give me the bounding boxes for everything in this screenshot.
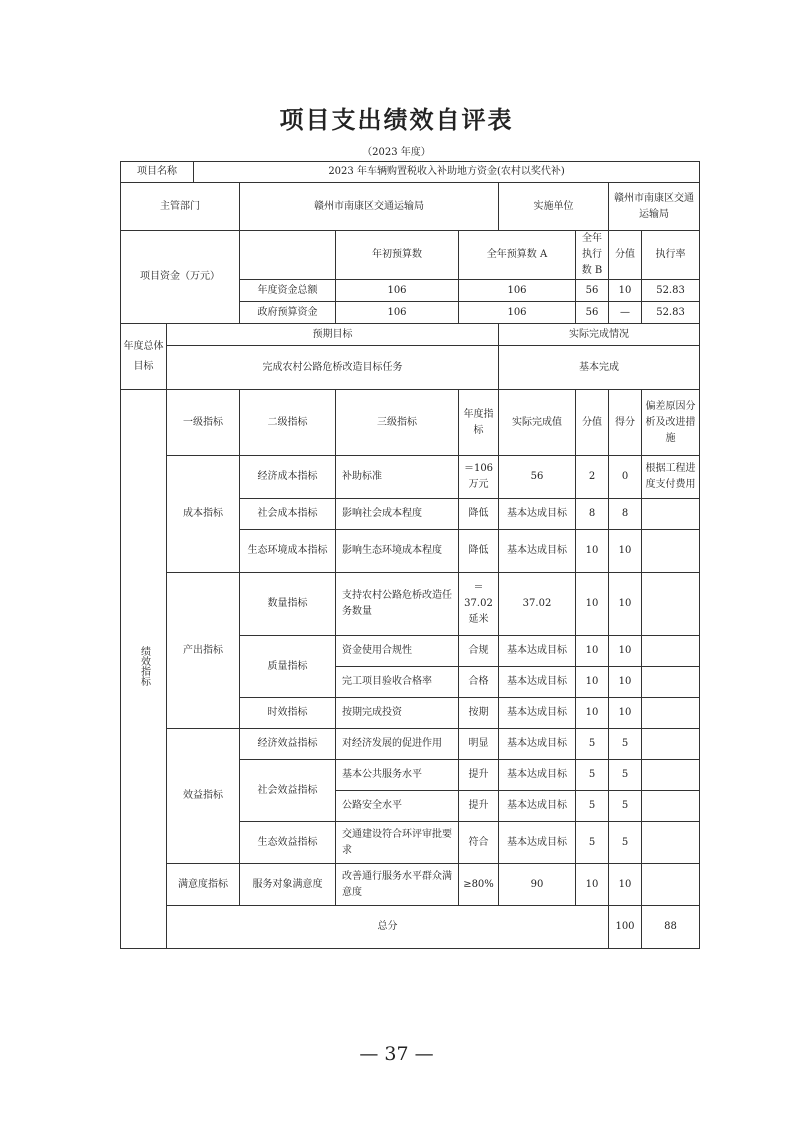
l3-cell: 对经济发展的促进作用 bbox=[336, 729, 459, 760]
actual-cell: 37.02 bbox=[499, 573, 576, 636]
funds-row-weight: — bbox=[609, 302, 642, 324]
total-score: 88 bbox=[642, 906, 700, 949]
funds-header-initial: 年初预算数 bbox=[336, 231, 459, 280]
cost-label: 成本指标 bbox=[167, 456, 240, 573]
funds-row-name: 年度资金总额 bbox=[240, 280, 336, 302]
l3-cell: 公路安全水平 bbox=[336, 791, 459, 822]
reason-cell bbox=[642, 698, 700, 729]
target-cell: 降低 bbox=[459, 530, 499, 573]
target-cell: 明显 bbox=[459, 729, 499, 760]
funds-row-rate: 52.83 bbox=[642, 302, 700, 324]
l2-cell: 社会成本指标 bbox=[240, 499, 336, 530]
reason-cell bbox=[642, 760, 700, 791]
actual-cell: 基本达成目标 bbox=[499, 822, 576, 864]
project-name-label: 项目名称 bbox=[121, 162, 194, 183]
total-label: 总分 bbox=[167, 906, 609, 949]
l2-cell: 经济成本指标 bbox=[240, 456, 336, 499]
score-cell: 10 bbox=[609, 636, 642, 667]
reason-cell bbox=[642, 636, 700, 667]
l2-cell: 数量指标 bbox=[240, 573, 336, 636]
reason-cell: 根据工程进度支付费用 bbox=[642, 456, 700, 499]
benefit-label: 效益指标 bbox=[167, 729, 240, 864]
reason-cell bbox=[642, 667, 700, 698]
funds-header-annual: 全年预算数 A bbox=[459, 231, 576, 280]
actual-cell: 基本达成目标 bbox=[499, 729, 576, 760]
score-cell: 10 bbox=[609, 530, 642, 573]
perf-header-l2: 二级指标 bbox=[240, 390, 336, 456]
l3-cell: 交通建设符合环评审批要求 bbox=[336, 822, 459, 864]
l3-cell: 完工项目验收合格率 bbox=[336, 667, 459, 698]
score-cell: 5 bbox=[609, 760, 642, 791]
funds-row-initial: 106 bbox=[336, 302, 459, 324]
impl-value: 赣州市南康区交通运输局 bbox=[609, 183, 700, 231]
score-cell: 10 bbox=[609, 698, 642, 729]
score-cell: 8 bbox=[609, 499, 642, 530]
satisfaction-label: 满意度指标 bbox=[167, 864, 240, 906]
reason-cell bbox=[642, 791, 700, 822]
l3-cell: 支持农村公路危桥改造任务数量 bbox=[336, 573, 459, 636]
l2-cell: 社会效益指标 bbox=[240, 760, 336, 822]
reason-cell bbox=[642, 573, 700, 636]
funds-row-weight: 10 bbox=[609, 280, 642, 302]
target-cell: 符合 bbox=[459, 822, 499, 864]
l2-cell: 生态效益指标 bbox=[240, 822, 336, 864]
reason-cell bbox=[642, 822, 700, 864]
weight-cell: 8 bbox=[576, 499, 609, 530]
actual-cell: 56 bbox=[499, 456, 576, 499]
funds-label: 项目资金（万元） bbox=[121, 231, 240, 324]
weight-cell: 5 bbox=[576, 791, 609, 822]
goals-label: 年度总体目标 bbox=[121, 324, 167, 390]
target-cell: ＝37.02延米 bbox=[459, 573, 499, 636]
total-weight: 100 bbox=[609, 906, 642, 949]
target-cell: 提升 bbox=[459, 791, 499, 822]
l3-cell: 资金使用合规性 bbox=[336, 636, 459, 667]
weight-cell: 10 bbox=[576, 698, 609, 729]
impl-label: 实施单位 bbox=[499, 183, 609, 231]
funds-header-exec-rate: 执行率 bbox=[642, 231, 700, 280]
funds-header-executed: 全年执行数 B bbox=[576, 231, 609, 280]
perf-header-reason: 偏差原因分析及改进措施 bbox=[642, 390, 700, 456]
reason-cell bbox=[642, 864, 700, 906]
score-cell: 0 bbox=[609, 456, 642, 499]
perf-header-weight: 分值 bbox=[576, 390, 609, 456]
perf-header-actual: 实际完成值 bbox=[499, 390, 576, 456]
score-cell: 5 bbox=[609, 729, 642, 760]
l3-cell: 补助标准 bbox=[336, 456, 459, 499]
perf-header-l3: 三级指标 bbox=[336, 390, 459, 456]
target-cell: 按期 bbox=[459, 698, 499, 729]
reason-cell bbox=[642, 530, 700, 573]
l3-cell: 改善通行服务水平群众满意度 bbox=[336, 864, 459, 906]
weight-cell: 10 bbox=[576, 864, 609, 906]
weight-cell: 10 bbox=[576, 573, 609, 636]
goals-actual: 基本完成 bbox=[499, 346, 700, 390]
weight-cell: 5 bbox=[576, 729, 609, 760]
dept-label: 主管部门 bbox=[121, 183, 240, 231]
perf-label-cell bbox=[121, 390, 167, 949]
actual-cell: 基本达成目标 bbox=[499, 667, 576, 698]
goals-expected: 完成农村公路危桥改造目标任务 bbox=[167, 346, 499, 390]
funds-row-annual: 106 bbox=[459, 280, 576, 302]
report-year: （2023 年度） bbox=[362, 147, 431, 158]
score-cell: 10 bbox=[609, 573, 642, 636]
l2-cell: 服务对象满意度 bbox=[240, 864, 336, 906]
page-number: — 37 — bbox=[359, 1043, 434, 1065]
score-cell: 10 bbox=[609, 864, 642, 906]
funds-row-executed: 56 bbox=[576, 302, 609, 324]
project-name: 2023 年车辆购置税收入补助地方资金(农村以奖代补) bbox=[194, 162, 700, 183]
funds-row-executed: 56 bbox=[576, 280, 609, 302]
actual-cell: 基本达成目标 bbox=[499, 530, 576, 573]
l2-cell: 时效指标 bbox=[240, 698, 336, 729]
actual-cell: 90 bbox=[499, 864, 576, 906]
funds-row-rate: 52.83 bbox=[642, 280, 700, 302]
weight-cell: 10 bbox=[576, 667, 609, 698]
target-cell: 合规 bbox=[459, 636, 499, 667]
actual-cell: 基本达成目标 bbox=[499, 760, 576, 791]
l3-cell: 影响社会成本程度 bbox=[336, 499, 459, 530]
target-cell: ＝106万元 bbox=[459, 456, 499, 499]
output-label: 产出指标 bbox=[167, 573, 240, 729]
reason-cell bbox=[642, 729, 700, 760]
target-cell: ≥80% bbox=[459, 864, 499, 906]
funds-header-weight: 分值 bbox=[609, 231, 642, 280]
funds-row-name: 政府预算资金 bbox=[240, 302, 336, 324]
weight-cell: 5 bbox=[576, 760, 609, 791]
l3-cell: 基本公共服务水平 bbox=[336, 760, 459, 791]
target-cell: 降低 bbox=[459, 499, 499, 530]
target-cell: 提升 bbox=[459, 760, 499, 791]
l2-cell: 经济效益指标 bbox=[240, 729, 336, 760]
funds-header-blank bbox=[240, 231, 336, 280]
score-cell: 10 bbox=[609, 667, 642, 698]
score-cell: 5 bbox=[609, 791, 642, 822]
perf-header-target: 年度指标 bbox=[459, 390, 499, 456]
actual-cell: 基本达成目标 bbox=[499, 499, 576, 530]
reason-cell bbox=[642, 499, 700, 530]
target-cell: 合格 bbox=[459, 667, 499, 698]
perf-label: 绩效指标 bbox=[138, 646, 150, 686]
page-title: 项目支出绩效自评表 bbox=[279, 105, 514, 134]
perf-header-score: 得分 bbox=[609, 390, 642, 456]
funds-row-initial: 106 bbox=[336, 280, 459, 302]
performance-table bbox=[120, 161, 700, 949]
weight-cell: 10 bbox=[576, 636, 609, 667]
weight-cell: 5 bbox=[576, 822, 609, 864]
l3-cell: 按期完成投资 bbox=[336, 698, 459, 729]
goals-expected-label: 预期目标 bbox=[167, 324, 499, 346]
weight-cell: 2 bbox=[576, 456, 609, 499]
actual-cell: 基本达成目标 bbox=[499, 636, 576, 667]
l2-cell: 生态环境成本指标 bbox=[240, 530, 336, 573]
weight-cell: 10 bbox=[576, 530, 609, 573]
l2-cell: 质量指标 bbox=[240, 636, 336, 698]
actual-cell: 基本达成目标 bbox=[499, 791, 576, 822]
goals-actual-label: 实际完成情况 bbox=[499, 324, 700, 346]
funds-row-annual: 106 bbox=[459, 302, 576, 324]
dept-value: 赣州市南康区交通运输局 bbox=[240, 183, 499, 231]
actual-cell: 基本达成目标 bbox=[499, 698, 576, 729]
score-cell: 5 bbox=[609, 822, 642, 864]
perf-header-l1: 一级指标 bbox=[167, 390, 240, 456]
l3-cell: 影响生态环境成本程度 bbox=[336, 530, 459, 573]
